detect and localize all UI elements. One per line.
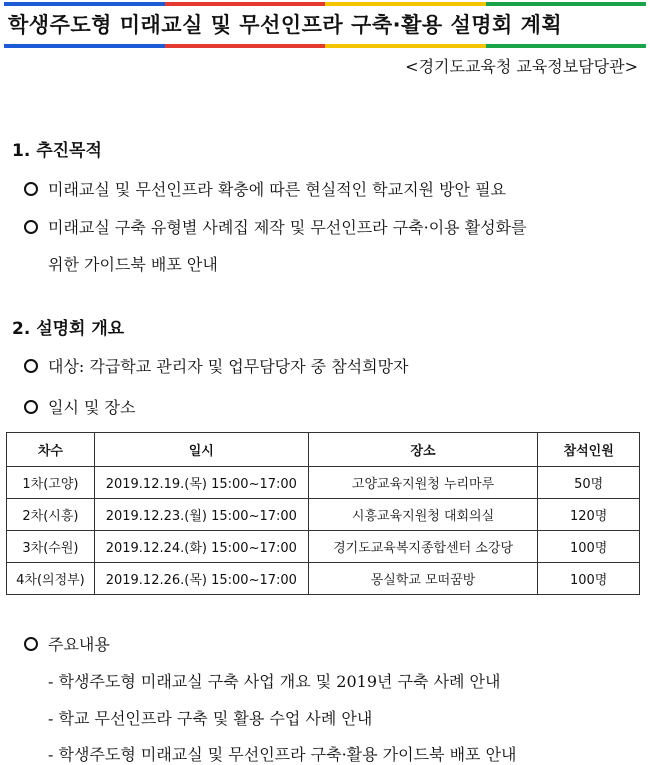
cell-venue: 고양교육지원청 누리마루 bbox=[308, 467, 538, 499]
table-row bbox=[7, 499, 640, 531]
cell-round: 1차(고양) bbox=[7, 467, 95, 499]
schedule-table bbox=[6, 432, 640, 595]
bullet-text: 미래교실 및 무선인프라 확충에 따른 현실적인 학교지원 방안 필요 bbox=[48, 180, 507, 199]
circle-bullet-icon bbox=[24, 220, 38, 234]
section2-contents-label bbox=[24, 632, 110, 655]
cell-attendees: 120명 bbox=[538, 499, 640, 531]
cell-venue: 경기도교육복지종합센터 소강당 bbox=[308, 531, 538, 563]
rule-segment-yellow bbox=[325, 44, 486, 48]
bullet-text: 일시 및 장소 bbox=[48, 398, 136, 417]
contents-item-2: - 학교 무선인프라 구축 및 활용 수업 사례 안내 bbox=[48, 709, 373, 728]
rule-segment-green bbox=[486, 44, 647, 48]
contents-item-1: - 학생주도형 미래교실 구축 사업 개요 및 2019년 구축 사례 안내 bbox=[48, 672, 501, 691]
section1-bullet-2-continuation: 위한 가이드북 배포 안내 bbox=[48, 255, 218, 274]
col-header-round: 차수 bbox=[7, 433, 95, 467]
cell-datetime: 2019.12.26.(목) 15:00~17:00 bbox=[94, 563, 308, 595]
cell-datetime: 2019.12.24.(화) 15:00~17:00 bbox=[94, 531, 308, 563]
col-header-attendees: 참석인원 bbox=[538, 433, 640, 467]
section1-bullet-1 bbox=[24, 177, 506, 200]
cell-attendees: 100명 bbox=[538, 531, 640, 563]
document-title: 학생주도형 미래교실 및 무선인프라 구축·활용 설명회 계획 bbox=[8, 13, 563, 37]
rule-segment-blue bbox=[4, 2, 165, 6]
rule-segment-red bbox=[165, 44, 326, 48]
col-header-venue: 장소 bbox=[308, 433, 538, 467]
cell-attendees: 100명 bbox=[538, 563, 640, 595]
circle-bullet-icon bbox=[24, 359, 38, 373]
title-top-rule bbox=[4, 2, 646, 6]
circle-bullet-icon bbox=[24, 637, 38, 651]
section1-heading: 1. 추진목적 bbox=[12, 141, 102, 161]
contents-item-3: - 학생주도형 미래교실 및 무선인프라 구축·활용 가이드북 배포 안내 bbox=[48, 745, 517, 764]
rule-segment-red bbox=[165, 2, 326, 6]
circle-bullet-icon bbox=[24, 182, 38, 196]
document-department: <경기도교육청 교육정보담당관> bbox=[405, 57, 638, 76]
section2-heading: 2. 설명회 개요 bbox=[12, 319, 125, 339]
bullet-text: 주요내용 bbox=[48, 635, 110, 654]
section2-target bbox=[24, 354, 408, 377]
bullet-text: 대상: 각급학교 관리자 및 업무담당자 중 참석희망자 bbox=[48, 357, 409, 376]
cell-datetime: 2019.12.19.(목) 15:00~17:00 bbox=[94, 467, 308, 499]
section2-schedule-label bbox=[24, 395, 135, 418]
title-bottom-rule bbox=[4, 44, 646, 48]
cell-datetime: 2019.12.23.(월) 15:00~17:00 bbox=[94, 499, 308, 531]
rule-segment-green bbox=[486, 2, 647, 6]
section1-bullet-2 bbox=[24, 215, 527, 238]
cell-attendees: 50명 bbox=[538, 467, 640, 499]
bullet-text: 미래교실 구축 유형별 사례집 제작 및 무선인프라 구축·이용 활성화를 bbox=[48, 218, 527, 237]
circle-bullet-icon bbox=[24, 400, 38, 414]
cell-venue: 시흥교육지원청 대회의실 bbox=[308, 499, 538, 531]
table-row bbox=[7, 531, 640, 563]
rule-segment-blue bbox=[4, 44, 165, 48]
cell-venue: 몽실학교 모떠꿈방 bbox=[308, 563, 538, 595]
rule-segment-yellow bbox=[325, 2, 486, 6]
table-row bbox=[7, 563, 640, 595]
cell-round: 3차(수원) bbox=[7, 531, 95, 563]
col-header-datetime: 일시 bbox=[94, 433, 308, 467]
table-header-row bbox=[7, 433, 640, 467]
table-row bbox=[7, 467, 640, 499]
cell-round: 2차(시흥) bbox=[7, 499, 95, 531]
cell-round: 4차(의정부) bbox=[7, 563, 95, 595]
